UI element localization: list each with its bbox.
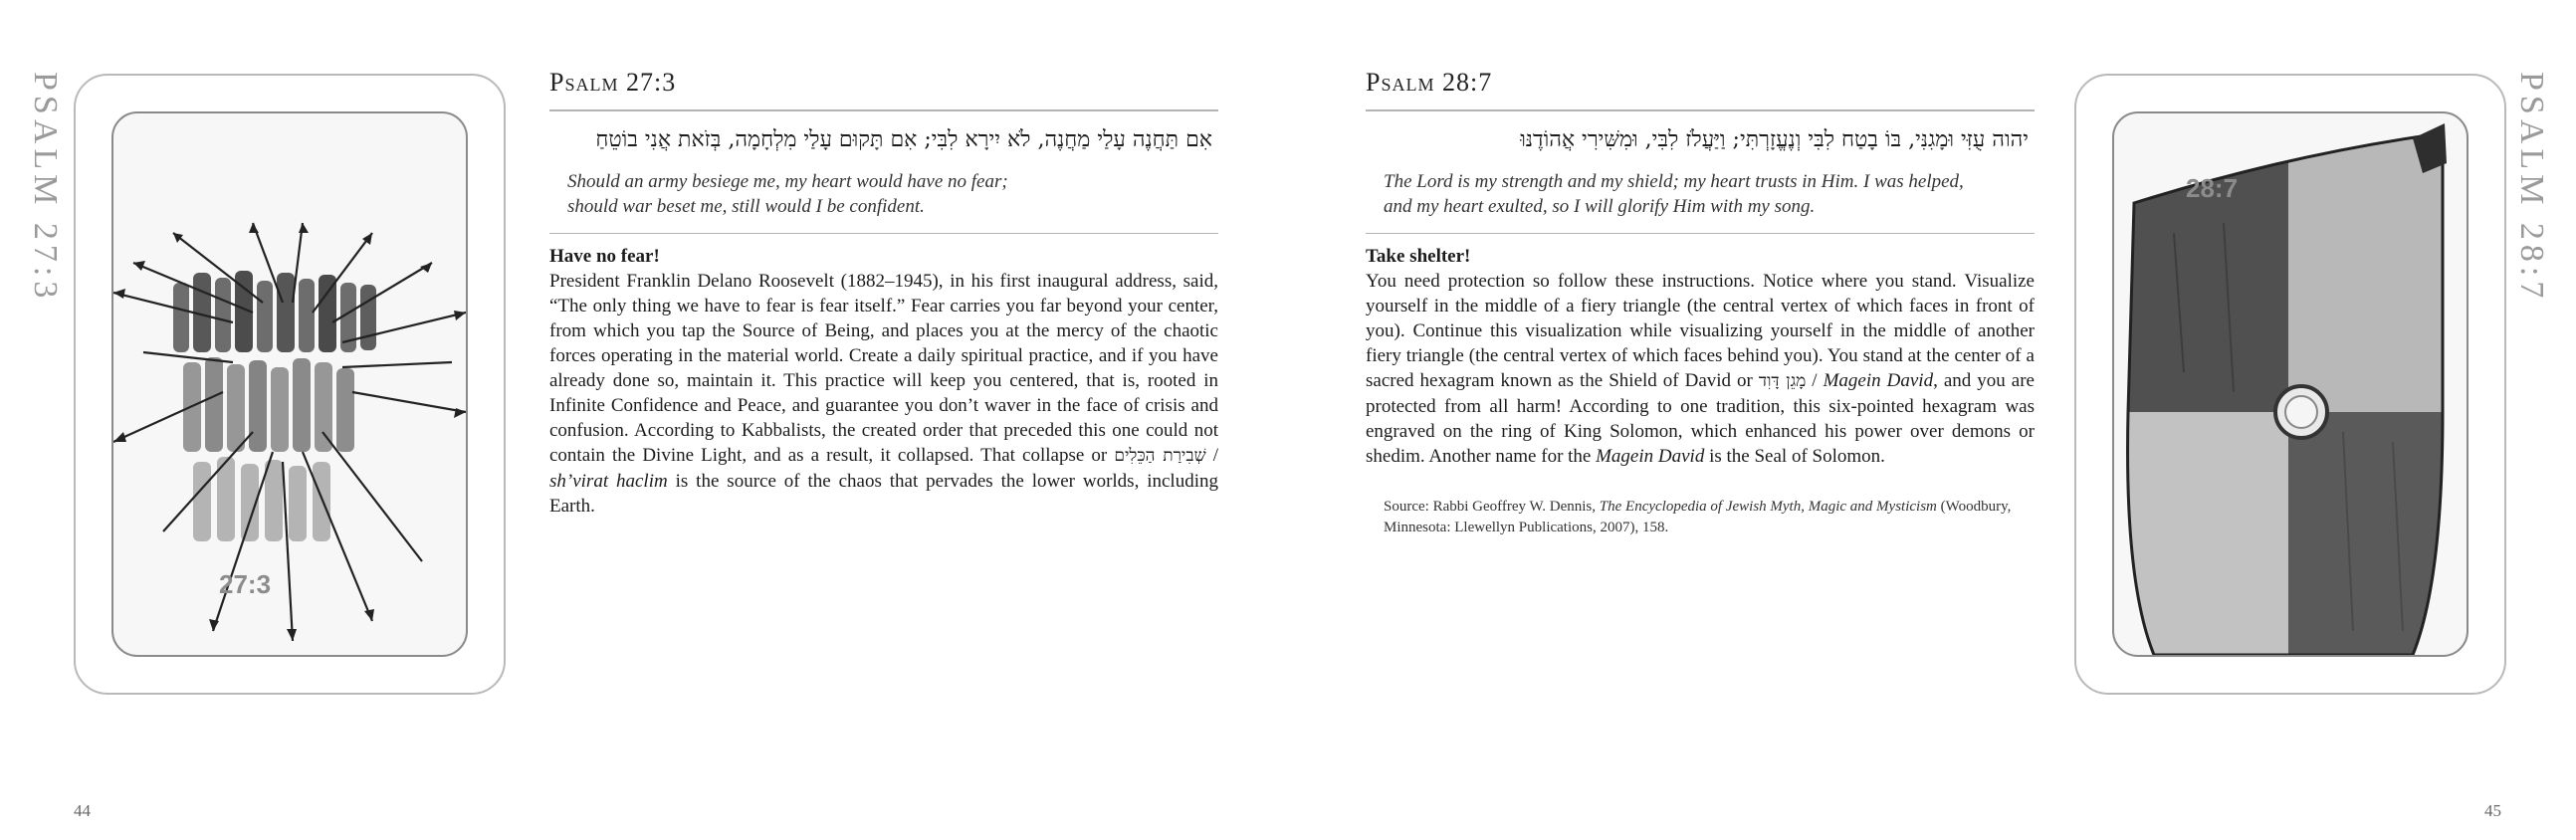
shield-drawing [2114,113,2467,655]
card-number-label: 27:3 [219,569,272,599]
page-number: 44 [74,801,91,820]
left-card [74,74,506,695]
divider [1366,233,2035,234]
divider [1366,109,2035,111]
body-text-run: President Franklin Delano Roosevelt (1882–1945), in his first inaugural address, said, “The only thing we have to fear is fear itself.” Fear carries you far beyond your center, from which you tap the Source of Being, and places you at the mercy of the chaotic forces operating in the material world. Create a daily spiritual practice, and if you have already done so, maintain it. This practice will keep you centered, that is, rooted in Infinite Confidence and Peace, and guarantee you don’t waver in the face of crisis and confusion. According to Kabbalists, the created order that preceded this one could not contain the Divine Light, and as a result, it collapsed. That collapse or [549,271,1218,466]
body-text-run: You need protection so follow these instructions. Notice where you stand. Visualize yourself in the middle of a fiery triangle (the central vertex of which faces in front of you). Continue this visualization while visualizing yourself in the middle of another fiery triangle (the central vertex of which faces behind you). You stand at the center of a sacred hexagram known as the Shield of David or [1366,271,2035,391]
hebrew-term: שְׁבִירַת הַכֵּלִים [1114,446,1206,466]
citation-text: (Woodbury, Minnesota: Llewellyn Publications, 2007), 158. [1384,499,2012,535]
right-spine-label: PSALM 28:7 [2513,72,2550,304]
divider [549,233,1218,234]
translation-line: should war beset me, still would I be confident. [567,196,925,217]
verse-translation [567,169,1218,219]
transliteration: sh’virat haclim [549,471,668,492]
translation-line: The Lord is my strength and my shield; my heart trusts in Him. I was helped, [1384,171,1964,192]
transliteration: Magein David [1596,446,1705,467]
army-illustration [111,111,468,657]
hebrew-verse: אִם תַּחֲנֶה עָלַי מַחֲנֶה, לֹא יִירָא לִבִּי; אִם תָּקוּם עָלַי מִלְחָמָה, בְּזֹאת אֲנִי בוֹטֵחַ [595,127,1212,152]
card-number-label: 28:7 [2186,173,2239,203]
right-text-block [1366,68,2035,538]
citation-text: Source: Rabbi Geoffrey W. Dennis, [1384,499,1600,515]
body-paragraph [1366,269,2035,469]
body-text-run: is the Seal of Solomon. [1704,446,1885,467]
page-number: 45 [2484,801,2501,820]
translation-line: and my heart exulted, so I will glorify Him with my song. [1384,196,1816,217]
divider [549,109,1218,111]
citation-title: The Encyclopedia of Jewish Myth, Magic and Mysticism [1599,499,1937,515]
verse-translation [1384,169,2035,219]
translation-line: Should an army besiege me, my heart would have no fear; [567,171,1008,192]
section-subheading: Have no fear! [549,246,660,267]
body-text-run: , and you are protected from all harm! According to one tradition, this six-pointed hexagram was engraved on the ring of King Solomon, which enhanced his power over demons or shedim. Another name for the [1366,370,2035,467]
left-spine-label: PSALM 27:3 [27,72,64,304]
body-text-run: is the source of the chaos that pervades the lower worlds, including Earth. [549,471,1218,517]
army-drawing [113,113,466,655]
page-heading: Psalm 27:3 [549,68,677,97]
right-card [2074,74,2506,695]
left-text-block [549,68,1218,519]
separator: / [1205,445,1218,466]
hebrew-verse: יהוה עֻזִּי וּמָגִנִּי, בּוֹ בָטַח לִבִּי וְנֶעֱזָרְתִּי; וַיַּעֲלֹז לִבִּי, וּמִשִּׁירִי אֲהוֹדֶנּוּ [1520,127,2029,152]
source-citation [1384,497,2035,538]
transliteration: Magein David [1823,370,1934,391]
shield-illustration [2112,111,2469,657]
hebrew-term: מָגֵן דָּוִד [1758,371,1807,391]
page-heading: Psalm 28:7 [1366,68,1493,97]
section-subheading: Take shelter! [1366,246,1471,267]
separator: / [1806,370,1824,391]
body-paragraph [549,269,1218,519]
